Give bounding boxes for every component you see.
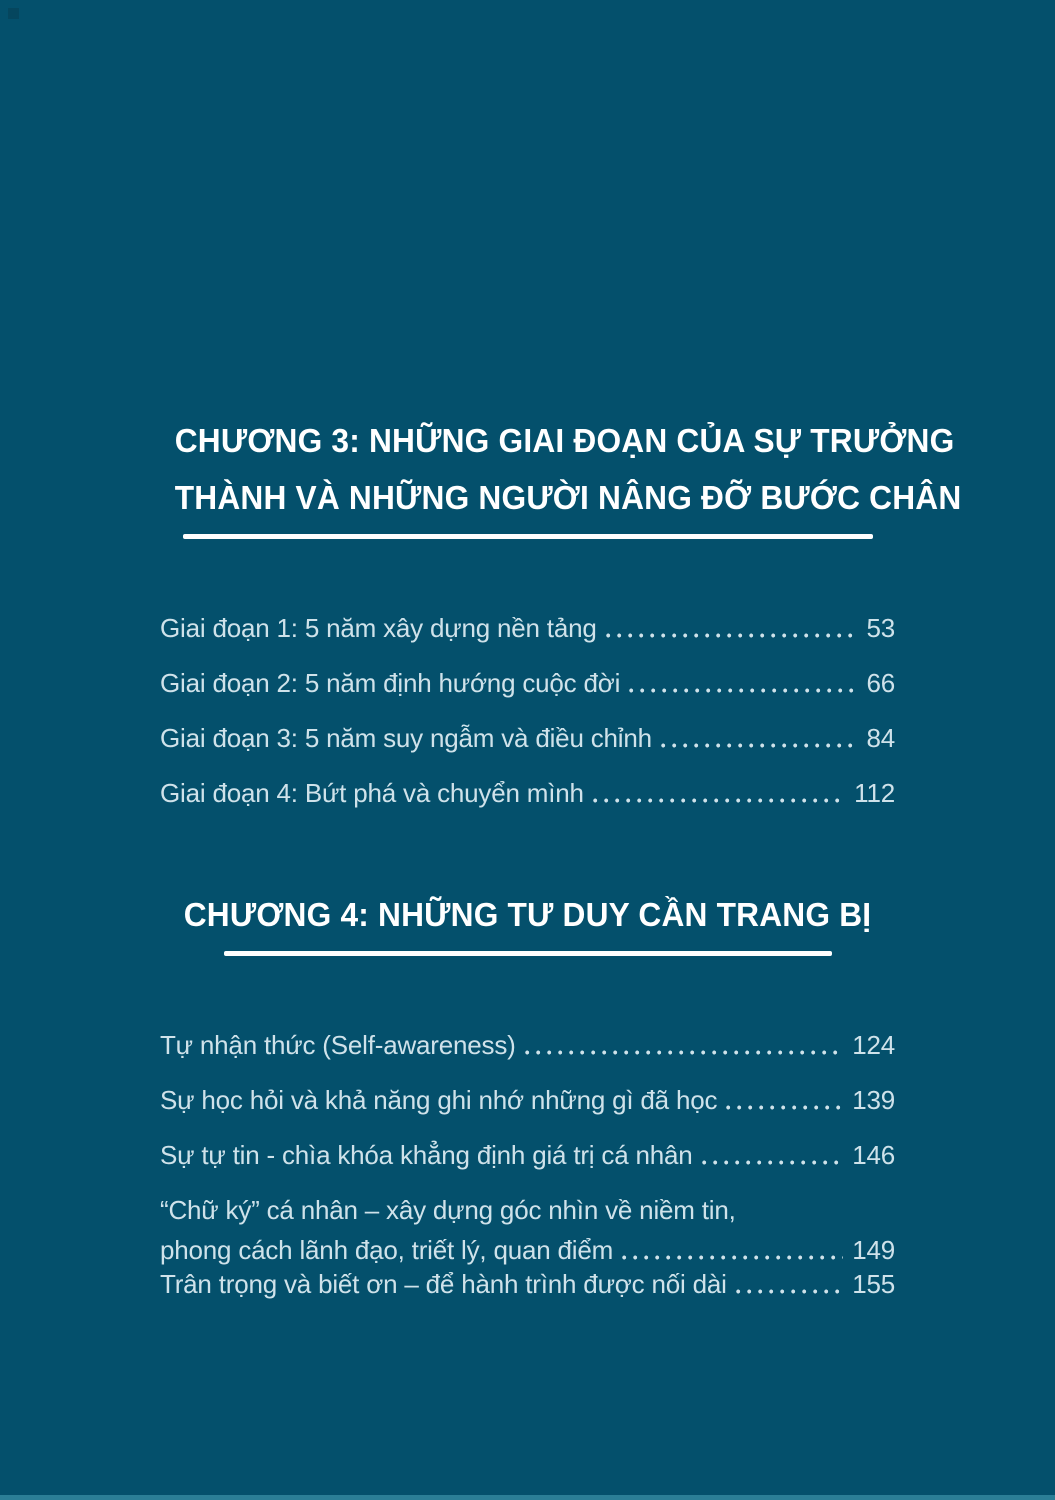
dot-leader [525, 1050, 844, 1055]
chapter-4-heading-line-1: CHƯƠNG 4: NHỮNG TƯ DUY CẦN TRANG BỊ [183, 896, 872, 933]
chapter-3-section [160, 412, 962, 810]
toc-content [160, 0, 962, 1301]
dot-leader [702, 1160, 844, 1165]
toc-entry-page: 146 [852, 1140, 895, 1170]
toc-entry-page: 53 [866, 613, 895, 643]
toc-entry-label: Giai đoạn 1: 5 năm xây dựng nền tảng [160, 613, 597, 643]
toc-entry-label: Giai đoạn 3: 5 năm suy ngẫm và điều chỉnh [160, 723, 652, 753]
toc-entry [160, 611, 895, 645]
chapter-3-entries [160, 611, 895, 810]
chapter-4-underline [224, 951, 832, 956]
toc-entry-page: 149 [852, 1235, 895, 1265]
toc-entry-line-1 [160, 1193, 895, 1227]
dot-leader [606, 633, 858, 638]
dot-leader [736, 1289, 844, 1294]
dot-leader [593, 798, 845, 803]
dot-leader [661, 743, 858, 748]
toc-entry [160, 666, 895, 700]
toc-entry-page: 139 [852, 1085, 895, 1115]
bottom-edge-strip [0, 1495, 1055, 1500]
toc-entry-label: Sự học hỏi và khả năng ghi nhớ những gì đã học [160, 1085, 718, 1115]
dot-leader [622, 1255, 843, 1260]
toc-entry-label: Trân trọng và biết ơn – để hành trình được nối dài [160, 1269, 727, 1299]
chapter-3-heading-line-1: CHƯƠNG 3: NHỮNG GIAI ĐOẠN CỦA SỰ TRƯỞNG [174, 422, 955, 459]
toc-entry-page: 66 [866, 668, 895, 698]
toc-entry-label: phong cách lãnh đạo, triết lý, quan điểm [160, 1235, 614, 1265]
toc-entry-label: Sự tự tin - chìa khóa khẳng định giá trị cá nhân [160, 1140, 693, 1170]
toc-entry [160, 1138, 895, 1172]
toc-entry [160, 1193, 895, 1267]
chapter-3-heading [174, 412, 962, 526]
scan-artifact-square [8, 8, 19, 19]
dot-leader [629, 688, 857, 693]
chapter-4-entries [160, 1028, 895, 1301]
toc-entry-page: 84 [866, 723, 895, 753]
toc-entry-label: Tự nhận thức (Self-awareness) [160, 1030, 516, 1060]
toc-entry-label: Giai đoạn 2: 5 năm định hướng cuộc đời [160, 668, 621, 698]
chapter-4-heading [175, 886, 881, 943]
toc-entry [160, 1267, 895, 1301]
toc-entry-line-2 [160, 1233, 895, 1267]
chapter-4-section [160, 886, 895, 1301]
toc-entry-label: Giai đoạn 4: Bứt phá và chuyển mình [160, 778, 584, 808]
toc-entry-page: 112 [854, 778, 895, 808]
toc-entry [160, 1083, 895, 1117]
toc-entry [160, 721, 895, 755]
toc-entry-page: 124 [852, 1030, 895, 1060]
toc-entry-label: “Chữ ký” cá nhân – xây dựng góc nhìn về niềm tin, [160, 1195, 736, 1225]
toc-entry [160, 776, 895, 810]
chapter-3-heading-line-2: THÀNH VÀ NHỮNG NGƯỜI NÂNG ĐỠ BƯỚC CHÂN [174, 479, 962, 516]
dot-leader [726, 1105, 843, 1110]
toc-entry-page: 155 [852, 1269, 895, 1299]
toc-entry [160, 1028, 895, 1062]
chapter-3-underline [183, 534, 873, 539]
